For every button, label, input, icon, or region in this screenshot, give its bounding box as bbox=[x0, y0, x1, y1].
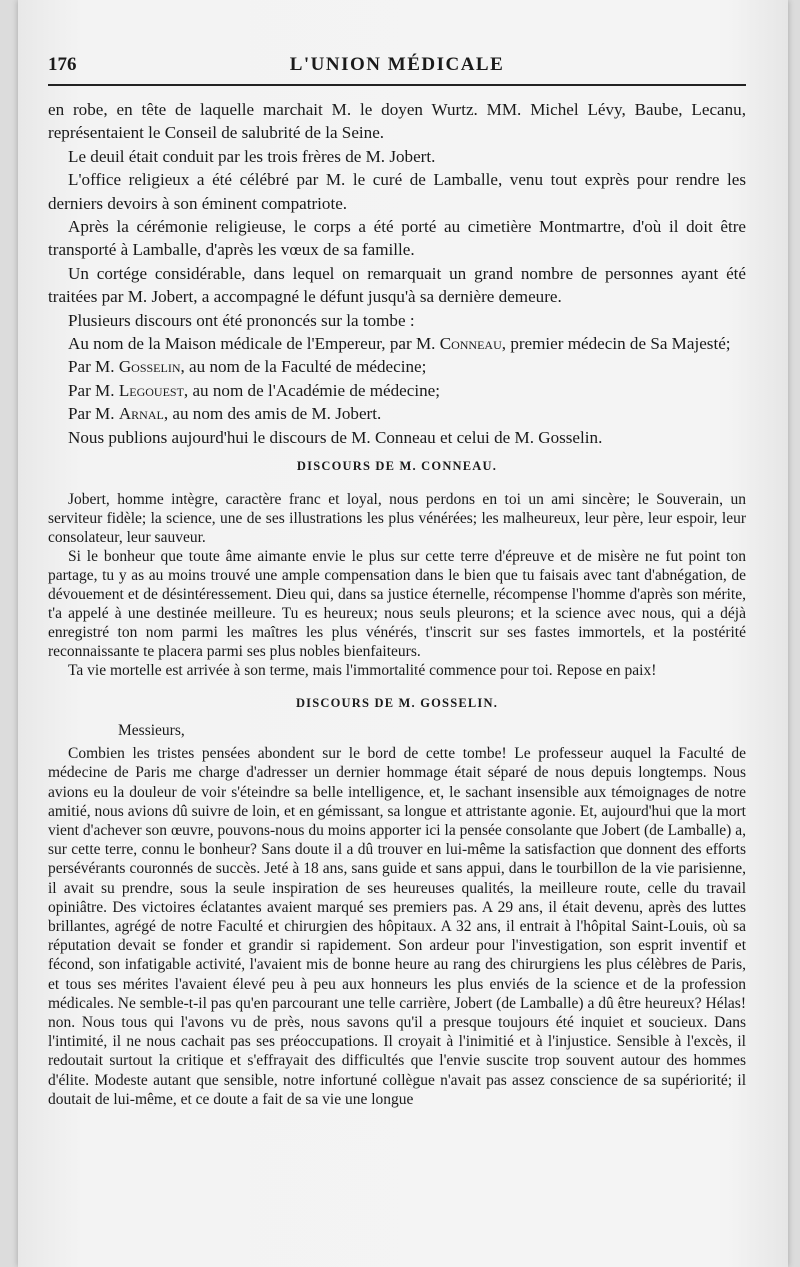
intro-paragraph: Un cortége considérable, dans lequel on remarquait un grand nombre de personnes ayant été traitées par M. Jobert, a accompagné le défunt jusqu'à sa dernière demeure. bbox=[48, 263, 746, 307]
speaker-name: Legouest bbox=[118, 380, 184, 400]
section-heading-gosselin: DISCOURS DE M. GOSSELIN. bbox=[295, 696, 499, 711]
section-heading-conneau: DISCOURS DE M. CONNEAU. bbox=[296, 459, 498, 474]
intro-paragraph: en robe, en tête de laquelle marchait M. le doyen Wurtz. MM. Michel Lévy, Baube, Lecanu, représentaient le Conseil de salubrité de la Seine. bbox=[48, 100, 746, 143]
salutation: Messieurs, bbox=[118, 722, 185, 740]
running-title: L'UNION MÉDICALE bbox=[289, 54, 505, 75]
conneau-paragraph: Jobert, homme intègre, caractère franc et loyal, nous perdons en toi un ami sincère; le Souverain, un serviteur fidèle; la science, une de ses illustrations les plus vénérées; les malheureux, leur père, leur espoir, leur consolateur, leur sauveur. bbox=[48, 491, 746, 547]
intro-paragraph: Plusieurs discours ont été prononcés sur la tombe : bbox=[68, 310, 415, 330]
conneau-paragraph: Si le bonheur que toute âme aimante envie le plus sur cette terre d'épreuve et de misère ne fut point ton partage, tu y as au moins trouvé une ample compensation dans le bien que tu faisais avec tant d'abnégation, de dévouement et de désintéressement. Dieu qui, dans sa justice éternelle, récompense l'homme d'après son mérite, t'a appelé à une destinée meilleure. Tu es heureux; nous seuls pleurons; et la science avec nous, qui a déjà enregistré ton nom parmi les maîtres les plus vénérés, t'inscrit sur ses fastes immortels, et la postérité reconnaissante te placera parmi ses plus nobles bienfaiteurs. bbox=[48, 548, 746, 661]
speech-list-item: Par M. Arnal, au nom des amis de M. Jobert. bbox=[68, 404, 382, 424]
speaker-name: Conneau bbox=[439, 334, 502, 354]
gosselin-paragraph: Combien les tristes pensées abondent sur le bord de cette tombe! Le professeur auquel la Faculté de médecine de Paris me charge d'adresser un dernier hommage était séparé de nous depuis longtemps. Nous avions eu la douleur de voir s'éteindre sa belle intelligence, et, le sachant insensible aux témoignages de notre amitié, nous avions dû suivre de loin, et en gémissant, sa longue et attristante agonie. Et, aujourd'hui que la mort vient d'achever son œuvre, pouvons-nous du moins apporter ici la pensée consolante que Jobert (de Lamballe) a, sur cette terre, connu le bonheur? Sans doute il a dû trouver en lui-même la satisfaction que donnent des efforts persévérants couronnés de succès. Jeté à 18 ans, sans guide et sans appui, dans le tourbillon de la vie parisienne, il avait su prendre, sous la seule inspiration de ses heureuses qualités, la meilleure route, celle du travail opiniâtre. Des victoires éclatantes avaient marqué ses premiers pas. A 29 ans, il était devenu, après des luttes brillantes, agrégé de notre Faculté et chirurgien des hôpitaux. A 32 ans, il entrait à l'hôpital Saint-Louis, où sa réputation devait se fonder et grandir si rapidement. Son ardeur pour l'investigation, son esprit inventif et fécond, son infatigable activité, l'avaient mis de bonne heure au rang des chirurgiens les plus célèbres de Paris, et tous ses mérites l'avaient élevé peu à peu aux honneurs les plus enviés de la science et de la profession médicales. Ne semble-t-il pas qu'en parcourant une telle carrière, Jobert (de Lamballe) a dû être heureux? Hélas! non. Nous tous qui l'avons vu de près, nous savons qu'il a presque toujours été inquiet et soucieux. Dans l'intimité, il ne nous cachait pas ses préoccupations. Il croyait à l'inimitié et à l'injustice. Sensible à l'excès, il redoutait surtout la critique et s'effrayait des difficultés que l'envie suscite trop souvent autour des hommes d'élite. Modeste autant que sensible, notre infortuné collègue n'avait pas assez conscience de sa supériorité; il doutait de lui-même, et ce doute a fait de sa vie une longue bbox=[48, 745, 746, 1108]
speech-list-item: Au nom de la Maison médicale de l'Empereur, par M. Conneau, premier médecin de Sa Majesté; bbox=[68, 334, 731, 354]
page-body bbox=[48, 98, 746, 1109]
intro-paragraph: L'office religieux a été célébré par M. le curé de Lamballe, venu tout exprès pour rendre les derniers devoirs à son éminent compatriote. bbox=[48, 170, 746, 213]
speech-list-item: Par M. Gosselin, au nom de la Faculté de médecine; bbox=[68, 357, 427, 377]
intro-paragraph: Après la cérémonie religieuse, le corps a été porté au cimetière Montmartre, d'où il doit être transporté à Lamballe, d'après les vœux de sa famille. bbox=[48, 217, 746, 260]
publication-note: Nous publions aujourd'hui le discours de M. Conneau et celui de M. Gosselin. bbox=[68, 427, 603, 447]
conneau-paragraph: Ta vie mortelle est arrivée à son terme, mais l'immortalité commence pour toi. Repose en paix! bbox=[68, 662, 657, 680]
speech-list-item: Par M. Legouest, au nom de l'Académie de médecine; bbox=[68, 380, 440, 400]
intro-paragraph: Le deuil était conduit par les trois frères de M. Jobert. bbox=[68, 146, 436, 166]
page-number: 176 bbox=[48, 54, 77, 75]
page-header bbox=[48, 50, 746, 86]
speaker-name: Arnal bbox=[118, 404, 164, 424]
document-page bbox=[18, 0, 788, 1267]
speaker-name: Gosselin bbox=[118, 357, 181, 377]
